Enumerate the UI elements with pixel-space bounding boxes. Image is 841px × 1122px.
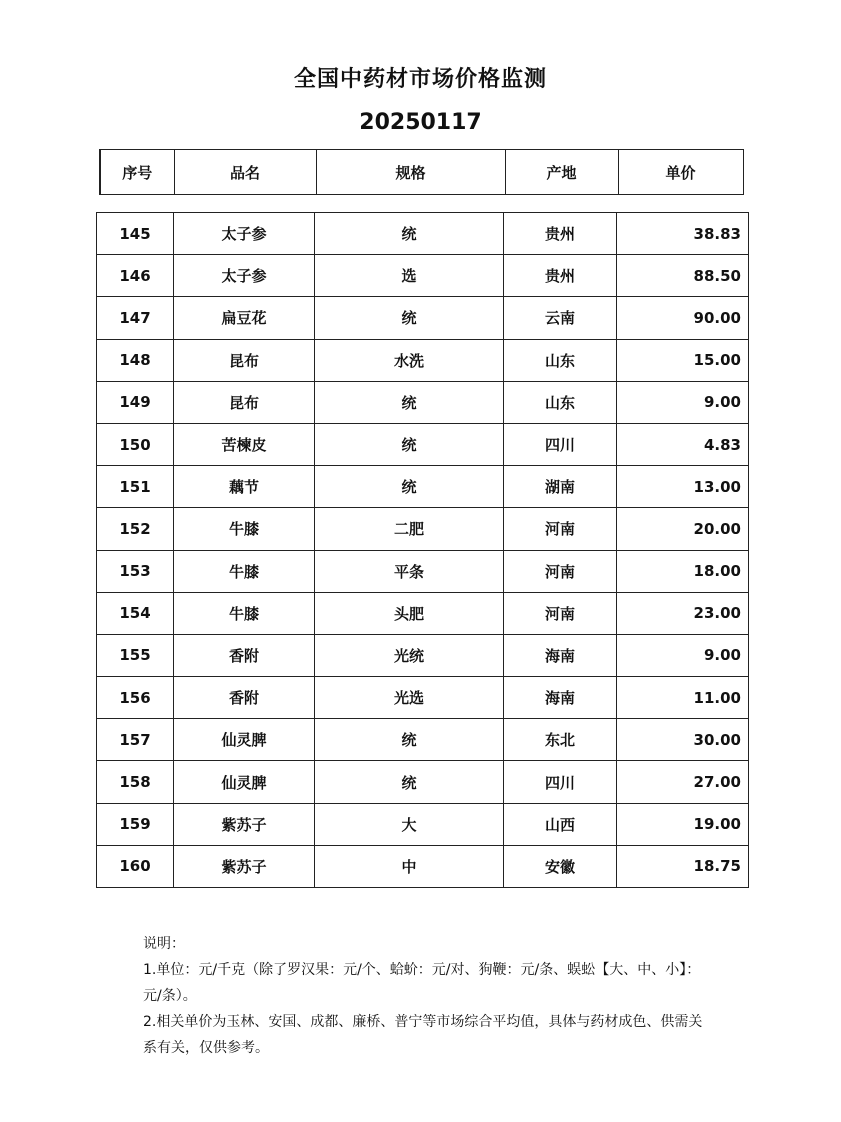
notes-line-2: 2.相关单价为玉林、安国、成都、廉桥、普宁等市场综合平均值，具体与药材成色、供需关系有关，仅供参考。 (143, 1014, 703, 1056)
cell-spec: 光选 (315, 677, 504, 719)
cell-origin: 海南 (504, 634, 617, 676)
cell-name: 昆布 (174, 381, 315, 423)
cell-price: 88.50 (617, 255, 749, 297)
table-row (97, 255, 749, 297)
table-row (97, 423, 749, 465)
cell-name: 藕节 (174, 466, 315, 508)
cell-name: 昆布 (174, 339, 315, 381)
cell-spec: 选 (315, 255, 504, 297)
header-table (99, 149, 744, 195)
cell-price: 18.75 (617, 845, 749, 887)
cell-origin: 湖南 (504, 466, 617, 508)
report-date: 20250117 (359, 110, 482, 135)
cell-price: 11.00 (617, 677, 749, 719)
cell-origin: 贵州 (504, 255, 617, 297)
cell-name: 香附 (174, 677, 315, 719)
cell-serial: 160 (97, 845, 174, 887)
cell-price: 90.00 (617, 297, 749, 339)
cell-origin: 山东 (504, 381, 617, 423)
header-spec: 规格 (316, 150, 505, 195)
cell-serial: 152 (97, 508, 174, 550)
cell-origin: 云南 (504, 297, 617, 339)
cell-spec: 头肥 (315, 592, 504, 634)
cell-spec: 统 (315, 381, 504, 423)
cell-origin: 山西 (504, 803, 617, 845)
cell-spec: 中 (315, 845, 504, 887)
cell-spec: 统 (315, 297, 504, 339)
cell-serial: 148 (97, 339, 174, 381)
cell-name: 仙灵脾 (174, 761, 315, 803)
cell-name: 仙灵脾 (174, 719, 315, 761)
cell-serial: 145 (97, 213, 174, 255)
cell-name: 紫苏子 (174, 803, 315, 845)
table-row (97, 592, 749, 634)
cell-name: 苦楝皮 (174, 423, 315, 465)
cell-price: 19.00 (617, 803, 749, 845)
cell-serial: 149 (97, 381, 174, 423)
cell-origin: 贵州 (504, 213, 617, 255)
cell-price: 9.00 (617, 381, 749, 423)
cell-serial: 157 (97, 719, 174, 761)
header-price: 单价 (618, 150, 743, 195)
cell-origin: 河南 (504, 592, 617, 634)
cell-price: 4.83 (617, 423, 749, 465)
table-row (97, 339, 749, 381)
table-row (97, 634, 749, 676)
cell-spec: 统 (315, 213, 504, 255)
cell-origin: 河南 (504, 550, 617, 592)
cell-serial: 153 (97, 550, 174, 592)
cell-serial: 156 (97, 677, 174, 719)
cell-name: 牛膝 (174, 550, 315, 592)
page-title: 全国中药材市场价格监测 (293, 67, 547, 92)
notes (143, 931, 703, 1061)
cell-spec: 大 (315, 803, 504, 845)
cell-name: 太子参 (174, 213, 315, 255)
table-row (97, 381, 749, 423)
cell-serial: 150 (97, 423, 174, 465)
cell-name: 紫苏子 (174, 845, 315, 887)
table-row (97, 677, 749, 719)
cell-origin: 四川 (504, 423, 617, 465)
cell-name: 太子参 (174, 255, 315, 297)
table-row (97, 297, 749, 339)
header-origin: 产地 (505, 150, 618, 195)
header-name: 品名 (174, 150, 316, 195)
header-serial: 序号 (100, 150, 174, 195)
price-table (96, 212, 749, 888)
cell-origin: 四川 (504, 761, 617, 803)
table-row (97, 213, 749, 255)
cell-serial: 158 (97, 761, 174, 803)
cell-name: 香附 (174, 634, 315, 676)
cell-spec: 光统 (315, 634, 504, 676)
table-row (97, 719, 749, 761)
table-row (97, 845, 749, 887)
cell-origin: 东北 (504, 719, 617, 761)
cell-name: 牛膝 (174, 508, 315, 550)
cell-spec: 统 (315, 761, 504, 803)
table-row (97, 550, 749, 592)
notes-line-1: 1.单位：元/千克（除了罗汉果：元/个、蛤蚧：元/对、狗鞭：元/条、蜈蚣【大、中、小】：元/条）。 (143, 962, 701, 1004)
cell-spec: 统 (315, 423, 504, 465)
cell-spec: 平条 (315, 550, 504, 592)
cell-price: 27.00 (617, 761, 749, 803)
cell-name: 牛膝 (174, 592, 315, 634)
cell-price: 9.00 (617, 634, 749, 676)
cell-origin: 海南 (504, 677, 617, 719)
cell-name: 扁豆花 (174, 297, 315, 339)
cell-price: 30.00 (617, 719, 749, 761)
cell-serial: 146 (97, 255, 174, 297)
cell-price: 15.00 (617, 339, 749, 381)
table-row (97, 508, 749, 550)
cell-origin: 安徽 (504, 845, 617, 887)
cell-price: 20.00 (617, 508, 749, 550)
table-row (97, 803, 749, 845)
table-row (97, 466, 749, 508)
cell-price: 23.00 (617, 592, 749, 634)
cell-spec: 统 (315, 719, 504, 761)
cell-serial: 155 (97, 634, 174, 676)
cell-spec: 二肥 (315, 508, 504, 550)
cell-origin: 河南 (504, 508, 617, 550)
cell-price: 13.00 (617, 466, 749, 508)
cell-price: 18.00 (617, 550, 749, 592)
header-row (100, 150, 743, 195)
cell-spec: 统 (315, 466, 504, 508)
cell-spec: 水洗 (315, 339, 504, 381)
cell-serial: 151 (97, 466, 174, 508)
table-row (97, 761, 749, 803)
cell-origin: 山东 (504, 339, 617, 381)
notes-heading: 说明： (143, 936, 185, 952)
cell-serial: 147 (97, 297, 174, 339)
cell-price: 38.83 (617, 213, 749, 255)
cell-serial: 159 (97, 803, 174, 845)
cell-serial: 154 (97, 592, 174, 634)
